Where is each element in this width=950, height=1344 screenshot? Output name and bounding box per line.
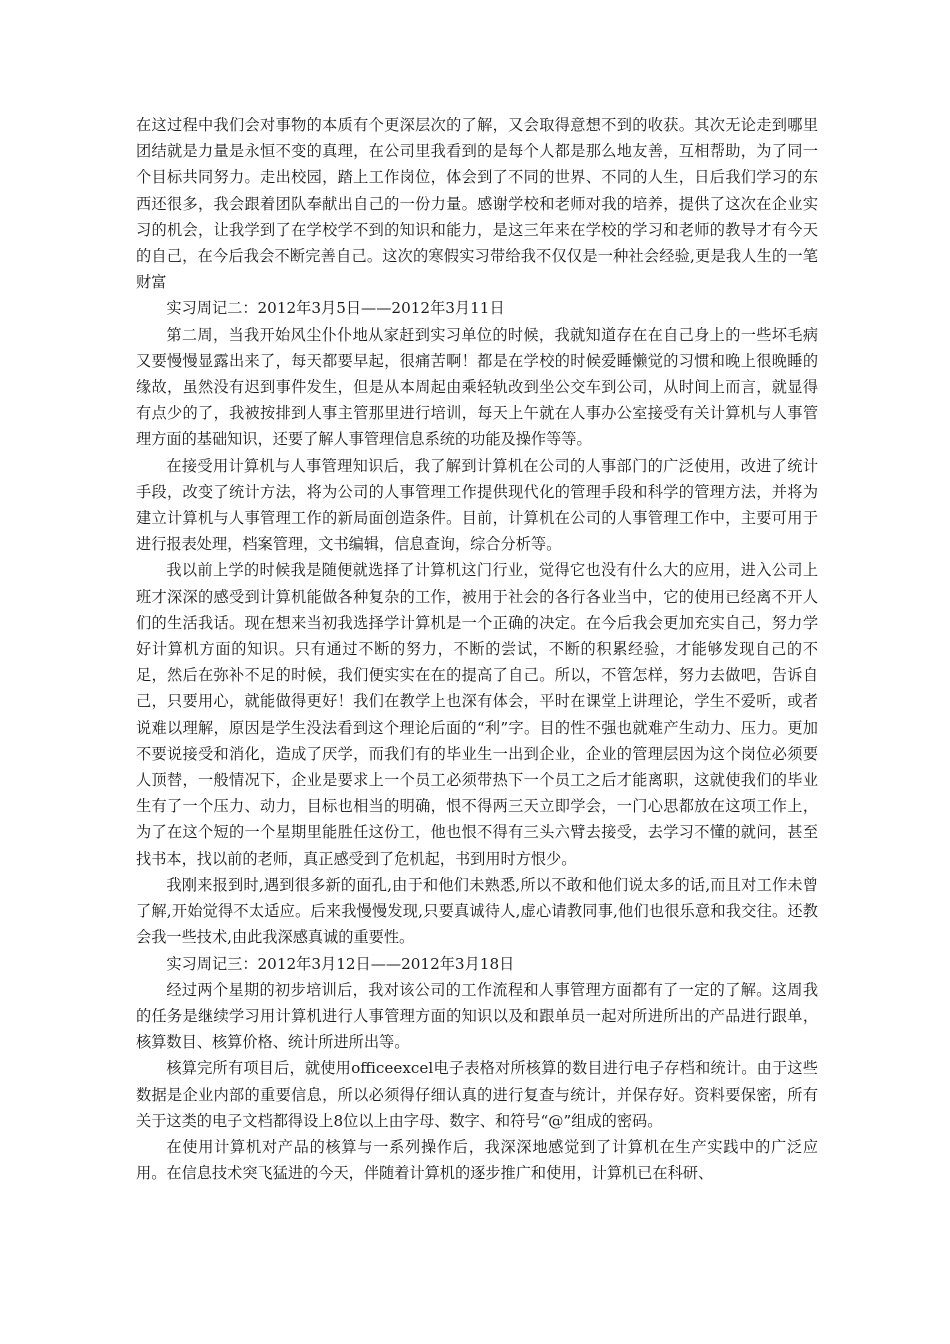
paragraph-8: 经过两个星期的初步培训后，我对该公司的工作流程和人事管理方面都有了一定的了解。这周我的任务是继续学习用计算机进行人事管理方面的知识以及和跟单员一起对所进所出的产品进行跟单，核算数目、核算价格、统计所进所出等。 — [136, 980, 818, 1052]
weekly-log-2-heading: 实习周记二：2012年3月5日——2012年3月11日 — [166, 299, 505, 318]
paragraph-5: 我以前上学的时候我是随便就选择了计算机这门行业，觉得它也没有什么大的应用，进入公司上班才深深的感受到计算机能做各种复杂的工作，被用于社会的各行各业当中，它的使用已经离不开人们的生活我话。现在想来当初我选择学计算机是一个正确的决定。在今后我会更加充实自己，努力学好计算机方面的知识。只有通过不断的努力，不断的尝试，不断的积累经验，才能够发现自己的不足，然后在弥补不足的时候，我们便实实在在的提高了自己。所以，不管怎样，努力去做吧，告诉自己，只要用心，就能做得更好！我们在教学上也深有体会，平时在课堂上讲理论，学生不爱听，或者说难以理解，原因是学生没法看到这个理论后面的“利”字。目的性不强也就难产生动力、压力。更加不要说接受和消化，造成了厌学，而我们有的毕业生一出到企业，企业的管理层因为这个岗位必须要人顶替，一般情况下，企业是要求上一个员工必须带热下一个员工之后才能离职，这就使我们的毕业生有了一个压力、动力，目标也相当的明确，恨不得两三天立即学会，一门心思都放在这项工作上，为了在这个短的一个星期里能胜任这份工，他也恨不得有三头六臂去接受，去学习不懂的就问，甚至找书本，找以前的老师，真正感受到了危机起，书到用时方恨少。 — [136, 561, 818, 868]
paragraph-10: 在使用计算机对产品的核算与一系列操作后，我深深地感觉到了计算机在生产实践中的广泛应用。在信息技术突飞猛进的今天，伴随着计算机的逐步推广和使用，计算机已在科研、 — [136, 1137, 818, 1183]
paragraph-1: 在这过程中我们会对事物的本质有个更深层次的了解，又会取得意想不到的收获。其次无论走到哪里团结就是力量是永恒不变的真理，在公司里我看到的是每个人都是那么地友善，互相帮助，为了同一个目标共同努力。走出校园，踏上工作岗位，体会到了不同的世界、不同的人生，日后我们学习的东西还很多，我会跟着团队奉献出自己的一份力量。感谢学校和老师对我的培养，提供了这次在企业实习的机会，让我学到了在学校学不到的知识和能力，是这三年来在学校的学习和老师的教导才有今天的自己，在今后我会不断完善自己。这次的寒假实习带给我不仅仅是一种社会经验,更是我人生的一笔财富 — [136, 116, 818, 292]
paragraph-4: 在接受用计算机与人事管理知识后，我了解到计算机在公司的人事部门的广泛使用，改进了统计手段，改变了统计方法，将为公司的人事管理工作提供现代化的管理手段和科学的管理方法，并将为建立计算机与人事管理工作的新局面创造条件。目前，计算机在公司的人事管理工作中，主要可用于进行报表处理，档案管理，文书编辑，信息查询，综合分析等。 — [136, 456, 818, 554]
paragraph-9: 核算完所有项目后，就使用officeexcel电子表格对所核算的数目进行电子存档和统计。由于这些数据是企业内部的重要信息，所以必须得仔细认真的进行复查与统计，并保存好。资料要保密，所有关于这类的电子文档都得设上8位以上由字母、数字、和符号“@”组成的密码。 — [136, 1059, 818, 1130]
paragraph-6: 我刚来报到时,遇到很多新的面孔,由于和他们未熟悉,所以不敢和他们说太多的话,而且对工作未曾了解,开始觉得不太适应。后来我慢慢发现,只要真诚待人,虚心请教同事,他们也很乐意和我交往。还教会我一些技术,由此我深感真诚的重要性。 — [136, 875, 818, 947]
paragraph-3: 第二周，当我开始风尘仆仆地从家赶到实习单位的时候，我就知道存在在自己身上的一些坏毛病又要慢慢显露出来了，每天都要早起，很痛苦啊！都是在学校的时候爱睡懒觉的习惯和晚上很晚睡的缘故，虽然没有迟到事件发生，但是从本周起由乘轻轨改到坐公交车到公司，从时间上而言，就显得有点少的了，我被按排到人事主管那里进行培训，每天上午就在人事办公室接受有关计算机与人事管理方面的基础知识，还要了解人事管理信息系统的功能及操作等等。 — [136, 325, 818, 449]
document-body — [136, 112, 818, 1186]
weekly-log-3-heading: 实习周记三：2012年3月12日——2012年3月18日 — [166, 954, 515, 973]
